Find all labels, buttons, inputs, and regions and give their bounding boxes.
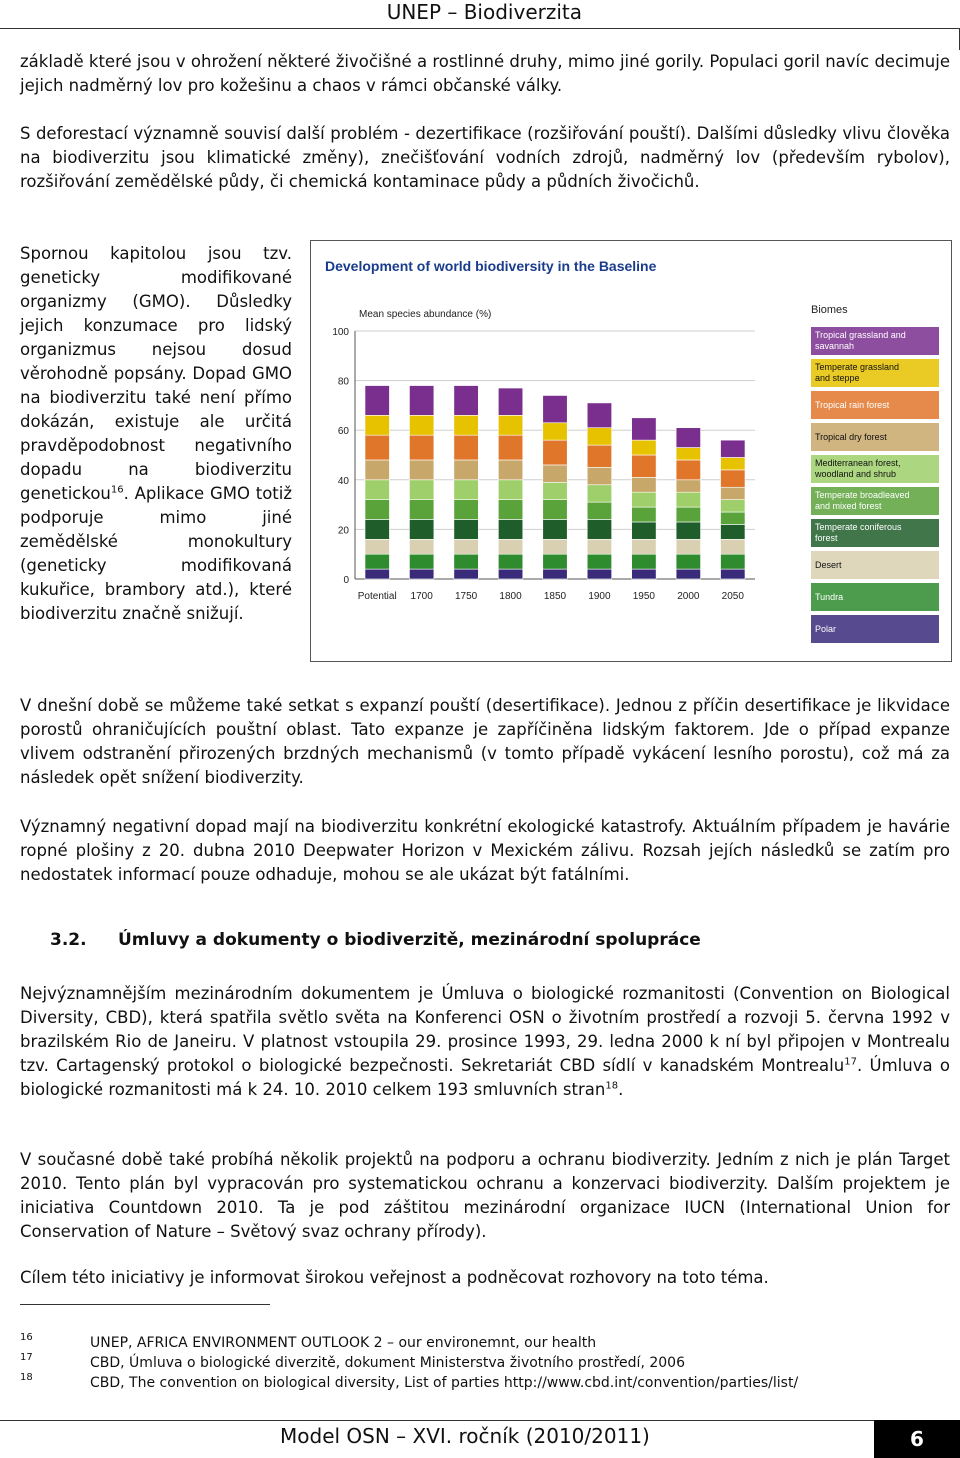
bar-segment — [454, 569, 478, 579]
bar-segment — [721, 470, 745, 487]
legend-label: and steppe — [815, 373, 860, 383]
cbd-text-a: Nejvýznamnějším mezinárodním dokumentem je Úmluva o biologické rozmanitosti (Convention on Biological Diversity, CBD), která spatřila světlo světa na Konferenci OSN o životním prostředí a rozvoji 5. června 1992 v brazilském Rio de Janeiru. V platnost vstoupila 29. prosince 1993, 29. ledna 2000 k ní byl připojen v Montrealu tzv. Cartagenský protokol o biologické bezpečnosti. Sekretariát CBD sídlí v kanadském Montrealu — [20, 984, 950, 1075]
bar-segment — [365, 500, 389, 520]
paragraph-cbd — [20, 982, 950, 1102]
bar-segment — [409, 460, 433, 480]
footnote-text: CBD, Úmluva o biologické diverzitě, dokument Ministerstva životního prostředí, 2006 — [90, 1355, 685, 1371]
chart-svg — [311, 241, 951, 661]
bar-segment — [409, 480, 433, 500]
section-number: 3.2. — [50, 930, 87, 950]
bar-segment — [543, 423, 567, 440]
bar-segment — [632, 477, 656, 492]
bar-segment — [409, 435, 433, 460]
bar-segment — [409, 539, 433, 554]
bar-segment — [498, 388, 522, 415]
x-tick-label: 1800 — [499, 591, 522, 602]
footnote-ref-17[interactable]: 17 — [844, 1056, 857, 1068]
y-tick-label: 40 — [337, 475, 349, 487]
y-tick-label: 20 — [337, 525, 349, 537]
bar-segment — [454, 460, 478, 480]
bar-segment — [365, 569, 389, 579]
legend-label: Polar — [815, 624, 837, 634]
bar-segment — [543, 465, 567, 482]
page-header — [0, 0, 960, 30]
bar-segment — [454, 415, 478, 435]
section-heading — [50, 930, 701, 950]
footnote-ref-18[interactable]: 18 — [605, 1080, 619, 1092]
bar-segment — [721, 440, 745, 457]
footnote-text: UNEP, AFRICA ENVIRONMENT OUTLOOK 2 – our environemnt, our health — [90, 1335, 597, 1351]
x-tick-label: 1700 — [410, 591, 433, 602]
bar-segment — [543, 500, 567, 520]
paragraph-desert-expansion: V dnešní době se můžeme také setkat s expanzí pouští (desertifikace). Jednou z příčin desertifikace je likvidace porostů ohraničujících pouštní oblast. Tato expanze je zapříčiněna lidským faktorem. Jde o případ expanze vlivem odstranění přirozených brzdných mechanismů (v tomto případě vykácení lesního porostu), což má za následek opět snížení biodiverzity. — [20, 696, 950, 787]
legend-label: woodland and shrub — [815, 469, 897, 479]
bar-segment — [587, 502, 611, 519]
y-tick-label: 60 — [337, 426, 349, 438]
footer-text: Model OSN – XVI. ročník (2010/2011) — [280, 1424, 650, 1448]
x-tick-label: 1850 — [543, 591, 567, 602]
bar-segment — [498, 569, 522, 579]
bar-segment — [721, 457, 745, 469]
legend-label: Tundra — [815, 592, 844, 602]
bar-segment — [632, 539, 656, 554]
bar-segment — [587, 485, 611, 502]
legend-label: Tropical rain forest — [815, 400, 890, 410]
bar-segment — [454, 519, 478, 539]
bar-segment — [676, 569, 700, 579]
bar-segment — [543, 539, 567, 554]
legend-label: Mediterranean forest, — [815, 458, 901, 468]
bar-segment — [676, 539, 700, 554]
bar-segment — [587, 554, 611, 569]
x-tick-label: 1950 — [632, 591, 656, 602]
bar-segment — [676, 480, 700, 492]
bar-segment — [365, 539, 389, 554]
header-rule — [0, 28, 960, 29]
bar-segment — [498, 554, 522, 569]
x-tick-label: 2050 — [721, 591, 744, 602]
legend-label: forest — [815, 533, 838, 543]
bar-segment — [498, 480, 522, 500]
bar-segment — [721, 500, 745, 512]
bar-segment — [543, 569, 567, 579]
x-tick-label: 1750 — [454, 591, 478, 602]
legend-label: Temperate grassland — [815, 362, 900, 372]
paragraph-projects: V současné době také probíhá několik projektů na podporu a ochranu biodiverzity. Jedním z nich je plán Target 2010. Tento plán byl vypracován pro systematickou ochranu a konzervaci biodiverzity. Dalším projektem je iniciativa Countdown 2010. Ta je pod záštitou mezinárodní organizace IUCN (International Union for Conservation of Nature – Světový svaz ochrany přírody). — [20, 1150, 950, 1241]
bar-segment — [676, 428, 700, 448]
x-tick-label: Potential — [357, 591, 397, 602]
footnote-text[interactable]: CBD, The convention on biological diversity, List of parties http://www.cbd.int/convention/parties/list/ — [90, 1375, 799, 1391]
bar-segment — [721, 487, 745, 499]
legend-title: Biomes — [811, 304, 848, 316]
gmo-text-a: Spornou kapitolou jsou tzv. geneticky modifikované organizmy (GMO). Důsledky jejich konzumace pro lidský organizmus nejsou dosud věrohodně popsány. Dopad GMO na biodiverzitu také není přímo dokázán, existuje ale určitá pravděpodobnost negativního dopadu na biodiverzitu genetickou — [20, 244, 292, 503]
bar-segment — [587, 467, 611, 484]
bar-segment — [365, 435, 389, 460]
bar-segment — [721, 554, 745, 569]
bar-segment — [676, 460, 700, 480]
bar-segment — [454, 480, 478, 500]
x-tick-label: 2000 — [677, 591, 700, 602]
x-tick-label: 1900 — [588, 591, 611, 602]
bar-segment — [365, 460, 389, 480]
paragraph-desertification: S deforestací významně souvisí další problém - dezertifikace (rozšiřování pouští). Dalšími důsledky vlivu člověka na biodiverzitu jsou klimatické změny), znečišťování vodních zdrojů, nadměrný lov (především rybolov), rozšiřování zemědělské půdy, či chemická kontaminace půdy a půdních živočichů. — [20, 124, 950, 191]
bar-segment — [365, 386, 389, 416]
bar-segment — [409, 554, 433, 569]
bar-segment — [721, 569, 745, 579]
bar-segment — [632, 554, 656, 569]
header-title: UNEP – Biodiverzita — [386, 0, 582, 24]
bar-segment — [543, 482, 567, 499]
bar-segment — [587, 539, 611, 554]
legend-label: Temperate coniferous — [815, 522, 902, 532]
bar-segment — [632, 455, 656, 477]
footnote-separator — [20, 1304, 270, 1305]
bar-segment — [498, 460, 522, 480]
page-number: 6 — [874, 1420, 960, 1458]
footer-rule — [0, 1420, 960, 1421]
biodiversity-chart — [310, 240, 952, 662]
paragraph-gorillas: základě které jsou v ohrožení některé živočišné a rostlinné druhy, mimo jiné gorily. Populaci goril navíc decimuje jejich nadměrný lov pro kožešinu a chaos v rámci občanské války. — [20, 52, 950, 95]
bar-segment — [676, 492, 700, 507]
bar-segment — [587, 445, 611, 467]
footnote-number: 18 — [20, 1372, 33, 1383]
bar-segment — [632, 522, 656, 539]
legend-label: Desert — [815, 560, 842, 570]
bar-segment — [498, 435, 522, 460]
bar-segment — [632, 418, 656, 440]
bar-segment — [365, 519, 389, 539]
legend-label: savannah — [815, 341, 855, 351]
bar-segment — [676, 522, 700, 539]
bar-segment — [721, 539, 745, 554]
cbd-text-c: . — [618, 1080, 624, 1099]
paragraph-disasters: Významný negativní dopad mají na biodiverzitu konkrétní ekologické katastrofy. Aktuálním případem je havárie ropné plošiny z 20. dubna 2010 Deepwater Horizon v Mexickém zálivu. Rozsah jejích následků se zatím pro nedostatek informací pouze odhaduje, mohou se ale ukázat být fatálními. — [20, 817, 950, 884]
legend-label: Temperate broadleaved — [815, 490, 910, 500]
paragraph-gmo — [20, 242, 292, 626]
bar-segment — [632, 507, 656, 522]
bar-segment — [632, 569, 656, 579]
legend-label: and mixed forest — [815, 501, 882, 511]
footnote-ref-16[interactable]: 16 — [110, 484, 124, 496]
y-tick-label: 80 — [337, 376, 349, 388]
bar-segment — [721, 512, 745, 524]
chart-title: Development of world biodiversity in the Baseline — [325, 258, 657, 274]
bar-segment — [365, 415, 389, 435]
legend-label: Tropical grassland and — [815, 330, 906, 340]
bar-segment — [587, 403, 611, 428]
bar-segment — [454, 386, 478, 416]
bar-segment — [454, 539, 478, 554]
bar-segment — [676, 507, 700, 522]
bar-segment — [365, 554, 389, 569]
section-title: Úmluvy a dokumenty o biodiverzitě, mezinárodní spolupráce — [118, 930, 701, 950]
y-tick-label: 0 — [343, 575, 349, 586]
bar-segment — [543, 519, 567, 539]
y-tick-label: 100 — [332, 327, 349, 338]
bar-segment — [632, 440, 656, 455]
bar-segment — [409, 500, 433, 520]
bar-segment — [543, 395, 567, 422]
bar-segment — [498, 539, 522, 554]
bar-segment — [454, 554, 478, 569]
bar-segment — [676, 448, 700, 460]
bar-segment — [365, 480, 389, 500]
cbd-text-b: . Úmluva o biologické rozmanitosti má k 24. 10. 2010 celkem 193 smluvních stran — [20, 1056, 950, 1099]
bar-segment — [587, 519, 611, 539]
bar-segment — [454, 435, 478, 460]
bar-segment — [632, 492, 656, 507]
legend-label: Tropical dry forest — [815, 432, 887, 442]
bar-segment — [587, 569, 611, 579]
bar-segment — [409, 519, 433, 539]
footnote-number: 17 — [20, 1352, 33, 1363]
bar-segment — [498, 500, 522, 520]
bar-segment — [409, 569, 433, 579]
footnote-number: 16 — [20, 1332, 33, 1343]
bar-segment — [454, 500, 478, 520]
bar-segment — [676, 554, 700, 569]
bar-segment — [498, 415, 522, 435]
y-axis-label: Mean species abundance (%) — [359, 309, 492, 320]
bar-segment — [543, 440, 567, 465]
gmo-text-b: . Aplikace GMO totiž podporuje mimo jiné zemědělské monokultury (geneticky modifikovaná kukuřice, brambory atd.), které biodiverzitu značně snižují. — [20, 484, 292, 623]
bar-segment — [498, 519, 522, 539]
bar-segment — [543, 554, 567, 569]
bar-segment — [587, 428, 611, 445]
bar-segment — [409, 415, 433, 435]
bar-segment — [721, 524, 745, 539]
paragraph-initiative: Cílem této iniciativy je informovat širokou veřejnost a podněcovat rozhovory na toto téma. — [20, 1268, 769, 1287]
bar-segment — [409, 386, 433, 416]
